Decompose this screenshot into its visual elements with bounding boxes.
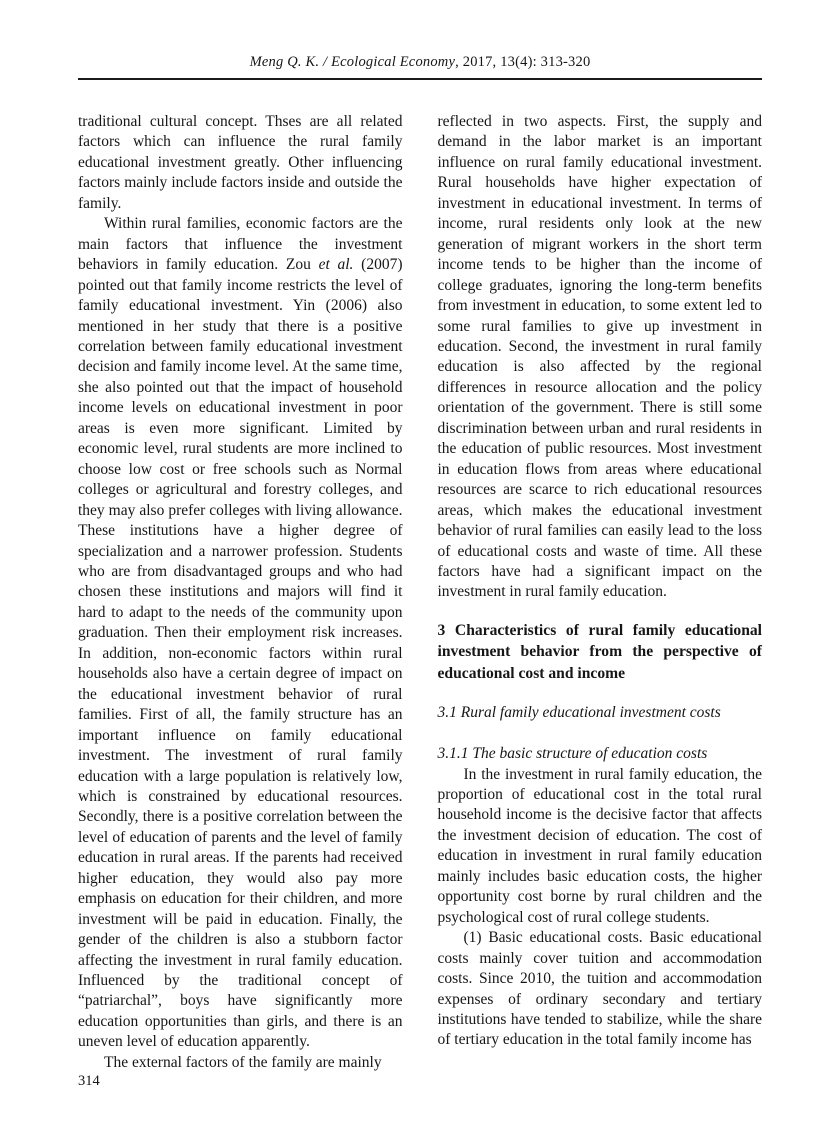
citation-journal-italic: Meng Q. K. / Ecological Economy (249, 54, 456, 70)
paragraph-text: Within rural families, economic factors are the main factors that influence the investment behaviors in family education. Zou (78, 215, 403, 274)
paragraph: traditional cultural concept. Thses are all related factors which can influence the rural family educational investment greatly. Other influencing factors mainly include factors inside and outside the family. (78, 113, 403, 212)
subsection-heading: 3.1 Rural family educational investment costs (437, 703, 721, 721)
citation-line (78, 0, 762, 71)
paragraph: The external factors of the family are mainly (104, 1053, 382, 1071)
right-column (438, 112, 763, 1073)
running-head (78, 0, 762, 80)
citation-issue-info: , 2017, 13(4): 313-320 (455, 54, 591, 70)
paragraph-text: (2007) pointed out that family income restricts the level of family educational investment. Yin (2006) also mentioned in her study that there is a positive correlation between family educational investment decision and family income level. At the same time, she also pointed out that the impact of household income levels on educational investment in poor areas is even more significant. Limited by economic level, rural students are more inclined to choose low cost or free schools such as Normal colleges or agricultural and forestry colleges, and they may also prefer colleges with living allowance. These institutions have a higher degree of specialization and a narrower profession. Students who are from disadvantaged groups and who had chosen these institutions and majors will find it hard to adapt to the needs of the community upon graduation. Then their employment risk increases. In addition, non-economic factors within rural households also have a certain degree of impact on the educational investment behavior of rural families. First of all, the family structure has an important influence on family educational investment. The investment of rural family education with a large population is relatively low, which is constrained by educational resources. Secondly, there is a positive correlation between the level of education of parents and the level of family education in rural areas. If the parents had received higher education, they would also pay more emphasis on education for their children, and more investment will be paid in education. Finally, the gender of the children is also a stubborn factor affecting the investment in rural family education. Influenced by the traditional concept of “patriarchal”, boys have significantly more education opportunities than girls, and there is an uneven level of education apparently. (78, 256, 403, 1051)
page-number: 314 (78, 1073, 100, 1089)
header-rule (78, 78, 762, 80)
left-column (78, 112, 403, 1073)
et-al-italic: et al. (318, 256, 354, 274)
section-heading: 3 Characteristics of rural family educational investment behavior from the perspective of educational cost and income (437, 621, 762, 683)
paragraph: In the investment in rural family education, the proportion of educational cost in the total rural household income is the decisive factor that affects the investment decision of education. The cost of education in investment in rural family education mainly includes basic education costs, the higher opportunity cost borne by rural children and the psychological cost of rural college students. (437, 765, 762, 926)
paragraph: (1) Basic educational costs. Basic educational costs mainly cover tuition and accommodation costs. Since 2010, the tuition and accommodation expenses of ordinary secondary and tertiary institutions have tended to stabilize, while the share of tertiary education in the total family income has (437, 929, 762, 1049)
subsubsection-heading: 3.1.1 The basic structure of education costs (437, 745, 708, 763)
paragraph: reflected in two aspects. First, the supply and demand in the labor market is an important influence on rural family educational investment. Rural households have higher expectation of investment in educational investment. In terms of income, rural residents only look at the new generation of migrant workers in the short term income tends to be higher than the income of college graduates, ignoring the long-term benefits from investment in education, to some extent led to some rural families to give up investment in education. Second, the investment in rural family education is also affected by the regional differences in resource allocation and the policy orientation of the government. There is still some discrimination between urban and rural residents in the education of public resources. Most investment in education flows from areas where educational resources are scarce to rich educational resources areas, which makes the educational investment behavior of rural families can easily lead to the loss of educational costs and waste of time. All these factors have had a significant impact on the investment in rural family education. (437, 113, 762, 601)
body-columns (78, 112, 762, 1073)
paragraph (78, 214, 403, 1053)
